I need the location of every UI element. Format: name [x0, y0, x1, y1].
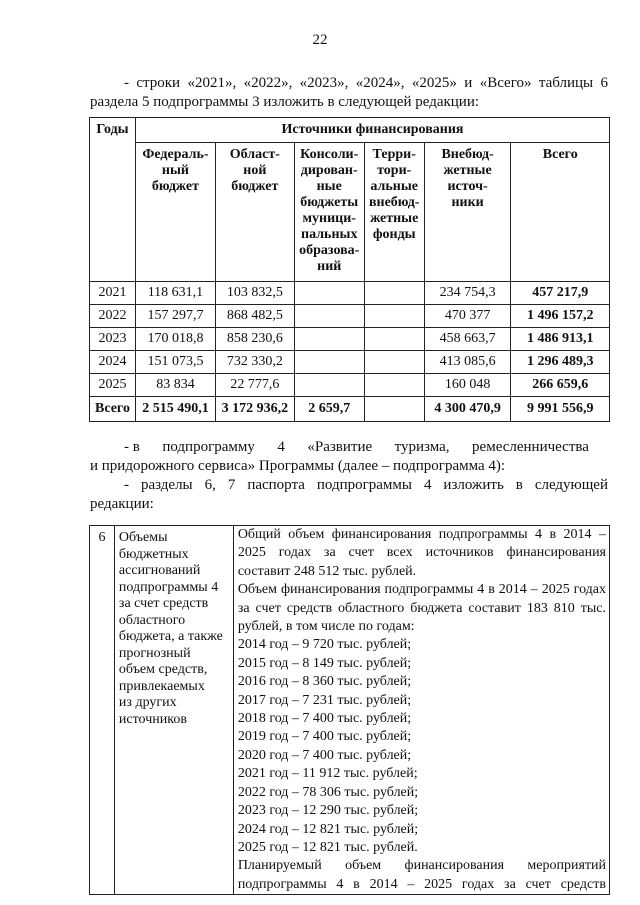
passport-table	[89, 525, 610, 895]
cell-regional: 103 832,5	[215, 282, 294, 305]
table-row	[90, 305, 610, 328]
label-line: бюджетных	[118, 546, 189, 562]
label-line: Объемы	[118, 530, 168, 545]
cell-year: 2023	[90, 328, 136, 351]
cell-year: 2022	[90, 305, 136, 328]
text-line: 2022 год – 78 306 тыс. рублей;	[237, 784, 419, 800]
cell-extra: 160 048	[424, 374, 511, 397]
cell-federal: 2 515 490,1	[135, 397, 215, 422]
label-line: ассигнований	[118, 563, 201, 578]
text-line: 2015 год – 8 149 тыс. рублей;	[237, 655, 412, 671]
cell-total: 1 486 913,1	[511, 328, 610, 351]
cell-extra: 4 300 470,9	[424, 397, 511, 422]
section2-line-3: - разделы 6, 7 паспорта подпрограммы 4 изложить в следующей	[124, 477, 608, 493]
label-line: за счет средств	[118, 596, 209, 611]
cell-regional: 732 330,2	[215, 351, 294, 374]
cell-territorial	[364, 282, 424, 305]
cell-total: 9 991 556,9	[511, 397, 610, 422]
text-line: 2024 год – 12 821 тыс. рублей;	[237, 821, 419, 837]
section2-line-4: редакции:	[90, 496, 154, 512]
cell-total: 1 496 157,2	[511, 305, 610, 328]
cell-extra: 458 663,7	[424, 328, 511, 351]
intro-line-2: раздела 5 подпрограммы 3 изложить в следующей редакции:	[90, 94, 480, 110]
cell-territorial	[364, 305, 424, 328]
text-line: 2025 год – 12 821 тыс. рублей.	[237, 839, 418, 855]
text-line: 2023 год – 12 290 тыс. рублей;	[237, 803, 419, 819]
table-row	[90, 328, 610, 351]
cell-federal: 151 073,5	[135, 351, 215, 374]
cell-federal: 83 834	[135, 374, 215, 397]
sub-header-total: Всего	[511, 143, 610, 282]
table-row	[90, 351, 610, 374]
label-line: прогнозный	[118, 645, 191, 661]
table-row	[90, 374, 610, 397]
table-total-row	[90, 397, 610, 422]
text-line: Объем финансирования подпрограммы 4 в 2014 – 2025 годах	[237, 582, 606, 598]
text-line: Планируемый объем финансирования мероприятий	[237, 858, 606, 874]
cell-municipal	[294, 328, 364, 351]
cell-year: 2024	[90, 351, 136, 374]
intro-line-1: - строки «2021», «2022», «2023», «2024», «2025» и «Всего» таблицы 6	[124, 75, 608, 91]
cell-territorial	[364, 397, 424, 422]
text-line: 2014 год – 9 720 тыс. рублей;	[237, 637, 412, 653]
text-line: за счет средств областного бюджета составит 183 810 тыс.	[237, 600, 606, 616]
sub-header-row	[90, 143, 610, 282]
label-line: объем средств,	[118, 662, 208, 677]
label-line: подпрограммы 4	[118, 579, 219, 595]
page-number: 22	[312, 32, 328, 48]
text-line: 2019 год – 7 400 тыс. рублей;	[237, 729, 412, 745]
col-header-sources: Источники финансирования	[135, 118, 609, 143]
cell-federal: 157 297,7	[135, 305, 215, 328]
cell-regional: 868 482,5	[215, 305, 294, 328]
label-line: привлекаемых	[118, 678, 205, 694]
text-line: 2020 год – 7 400 тыс. рублей;	[237, 747, 412, 763]
cell-regional: 858 230,6	[215, 328, 294, 351]
text-line: составит 248 512 тыс. рублей.	[237, 563, 417, 579]
sub-header-federal: Федераль- ный бюджет	[135, 143, 215, 282]
cell-total: 1 296 489,3	[511, 351, 610, 374]
cell-municipal: 2 659,7	[294, 397, 364, 422]
cell-extra: 234 754,3	[424, 282, 511, 305]
table-row	[90, 282, 610, 305]
cell-territorial	[364, 328, 424, 351]
cell-federal: 170 018,8	[135, 328, 215, 351]
text-line: рублей, в том числе по годам:	[237, 619, 415, 635]
cell-territorial	[364, 374, 424, 397]
label-line: областного	[118, 612, 186, 628]
passport-text	[233, 526, 609, 895]
cell-total: 457 217,9	[511, 282, 610, 305]
cell-municipal	[294, 351, 364, 374]
section2-line-1: - в подпрограмму 4 «Развитие туризма, ремесленничества	[124, 439, 589, 455]
cell-extra: 413 085,6	[424, 351, 511, 374]
cell-extra: 470 377	[424, 305, 511, 328]
text-line: Общий объем финансирования подпрограммы 4 в 2014 –	[237, 527, 606, 542]
cell-year: Всего	[90, 397, 136, 422]
cell-municipal	[294, 305, 364, 328]
financing-table	[89, 117, 610, 422]
text-line: 2025 годах за счет всех источников финансирования	[237, 545, 606, 561]
sub-header-extra: Внебюд- жетные источ- ники	[424, 143, 511, 282]
text-line: 2018 год – 7 400 тыс. рублей;	[237, 711, 412, 727]
passport-label	[114, 526, 233, 895]
cell-year: 2025	[90, 374, 136, 397]
text-line: 2021 год – 11 912 тыс. рублей;	[237, 766, 418, 782]
text-line: 2017 год – 7 231 тыс. рублей;	[237, 692, 412, 708]
col-header-years: Годы	[90, 118, 136, 282]
text-line: 2016 год – 8 360 тыс. рублей;	[237, 674, 412, 690]
passport-row-number: 6	[90, 526, 115, 895]
cell-year: 2021	[90, 282, 136, 305]
label-line: источников	[118, 711, 187, 727]
label-line: бюджета, а также	[118, 629, 223, 644]
sub-header-municipal: Консоли- дирован- ные бюджеты муници- пальных образова- ний	[294, 143, 364, 282]
cell-regional: 3 172 936,2	[215, 397, 294, 422]
cell-municipal	[294, 282, 364, 305]
sub-header-regional: Област- ной бюджет	[215, 143, 294, 282]
sub-header-territorial: Терри- тори- альные внебюд- жетные фонды	[364, 143, 424, 282]
cell-territorial	[364, 351, 424, 374]
cell-federal: 118 631,1	[135, 282, 215, 305]
cell-total: 266 659,6	[511, 374, 610, 397]
text-line: подпрограммы 4 в 2014 – 2025 годах за счет средств	[237, 876, 606, 892]
cell-municipal	[294, 374, 364, 397]
label-line: из других	[118, 695, 177, 710]
section2-line-2: и придорожного сервиса» Программы (далее – подпрограмма 4):	[90, 458, 506, 474]
cell-regional: 22 777,6	[215, 374, 294, 397]
